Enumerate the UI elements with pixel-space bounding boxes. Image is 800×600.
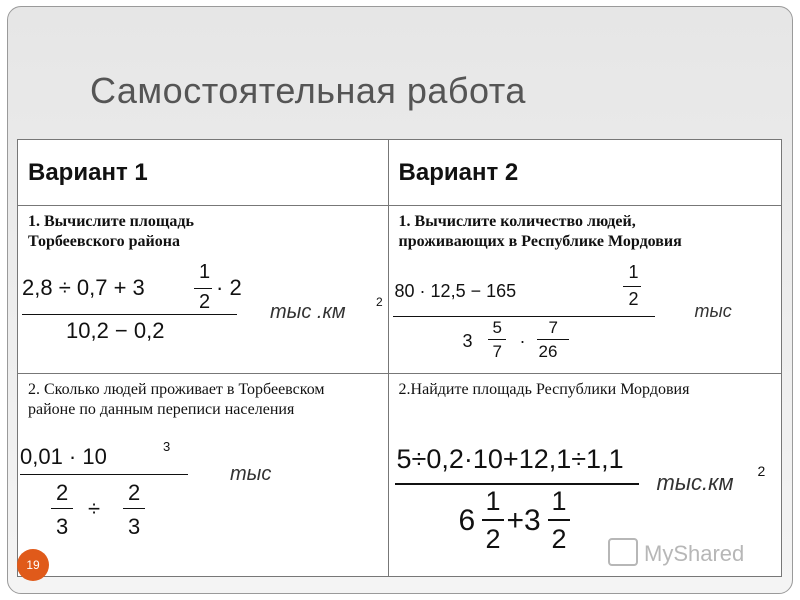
variant-2-task-1-text: 1. Вычислите количество людей, проживающих в Республике Мордовия bbox=[398, 213, 682, 250]
variant-1-header: Вариант 1 bbox=[28, 159, 148, 186]
variants-table bbox=[17, 139, 782, 577]
formula-fraction-denominator: 7 bbox=[492, 342, 502, 361]
formula-fraction-numerator: 7 bbox=[548, 318, 558, 337]
fraction-bar bbox=[623, 286, 641, 287]
formula-fraction-numerator: 1 bbox=[199, 261, 211, 283]
formula-unit-exponent: 2 bbox=[376, 295, 383, 309]
formula-fraction-denominator: 2 bbox=[551, 524, 567, 554]
variant-2-header: Вариант 2 bbox=[398, 159, 519, 186]
formula-fraction-numerator: 1 bbox=[628, 262, 639, 282]
formula-unit: тыс.км bbox=[656, 470, 734, 495]
watermark-text: MyShared bbox=[644, 541, 745, 566]
formula-fraction-numerator: 1 bbox=[485, 486, 501, 516]
formula-denominator-part: 6 bbox=[458, 504, 476, 537]
formula-fraction-denominator: 26 bbox=[538, 342, 558, 361]
fraction-bar bbox=[393, 316, 655, 317]
variant-1-task-1-text: 1. Вычислите площадь Торбеевского района bbox=[28, 213, 194, 250]
fraction-bar bbox=[537, 339, 569, 340]
variant-2-task-2-text: 2.Найдите площадь Республики Мордовия bbox=[398, 381, 690, 398]
formula-unit: тыс .км bbox=[270, 301, 346, 323]
watermark bbox=[608, 538, 744, 567]
formula-fraction-numerator: 2 bbox=[128, 480, 141, 505]
formula-operator: ÷ bbox=[88, 496, 101, 521]
formula-denominator-part: 3 bbox=[462, 331, 473, 351]
fraction-bar bbox=[51, 508, 73, 509]
variant-2-header-cell bbox=[388, 140, 781, 206]
presentation-icon bbox=[608, 538, 638, 566]
formula-numerator: 0,01 · 10 bbox=[20, 444, 107, 469]
formula-unit: тыс bbox=[694, 301, 732, 321]
formula-operator: +3 bbox=[506, 504, 541, 537]
slide-number-badge: 19 bbox=[17, 549, 49, 581]
formula-fraction-denominator: 2 bbox=[628, 289, 639, 309]
formula-fraction-denominator: 3 bbox=[56, 514, 69, 539]
variant-1-task-2-cell bbox=[18, 374, 389, 577]
variant-1-task-1-cell bbox=[18, 206, 389, 374]
formula-fraction-denominator: 3 bbox=[128, 514, 141, 539]
formula-fraction-denominator: 2 bbox=[485, 524, 501, 554]
fraction-bar bbox=[194, 288, 212, 289]
variant-2-task-1-cell bbox=[388, 206, 781, 374]
slide-title: Самостоятельная работа bbox=[90, 70, 526, 111]
formula-exponent: 3 bbox=[163, 439, 171, 454]
formula-numerator-part: 2,8 ÷ 0,7 + 3 bbox=[22, 275, 145, 300]
formula-fraction-denominator: 2 bbox=[199, 291, 211, 313]
formula-fraction-numerator: 5 bbox=[492, 318, 502, 337]
fraction-bar bbox=[482, 519, 504, 521]
fraction-bar bbox=[123, 508, 145, 509]
formula-denominator: 10,2 − 0,2 bbox=[66, 318, 165, 343]
fraction-bar bbox=[22, 314, 237, 315]
formula-unit-exponent: 2 bbox=[757, 463, 766, 479]
variant-1-header-cell bbox=[18, 140, 389, 206]
formula-unit: тыс bbox=[230, 463, 272, 485]
formula-numerator-part: · 2 bbox=[216, 275, 242, 300]
fraction-bar bbox=[548, 519, 570, 521]
fraction-bar bbox=[488, 339, 506, 340]
fraction-bar bbox=[395, 483, 639, 485]
formula-numerator: 5÷0,2·10+12,1÷1,1 bbox=[396, 444, 624, 474]
formula-operator: · bbox=[519, 331, 526, 351]
formula-fraction-numerator: 2 bbox=[56, 480, 69, 505]
fraction-bar bbox=[20, 474, 188, 475]
formula-fraction-numerator: 1 bbox=[551, 486, 567, 516]
formula-numerator-part: 80 · 12,5 − 165 bbox=[394, 281, 517, 301]
variant-1-task-2-text: 2. Сколько людей проживает в Торбеевском районе по данным переписи населения bbox=[28, 381, 325, 418]
